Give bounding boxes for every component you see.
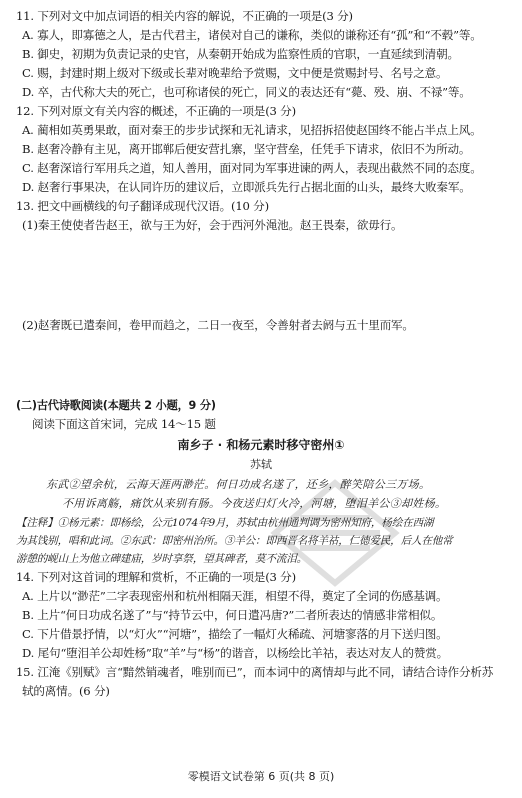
q11-option-b: B. 御史，初期为负责记录的史官，从秦朝开始成为监察性质的官职，一直延续到清朝。 [22, 47, 459, 61]
section-heading: (二)古代诗歌阅读(本题共 2 小题，9 分) [16, 399, 216, 412]
q14-option-c: C. 下片借景抒情，以“灯火”“河塘”，描绘了一幅灯火稀疏、河塘寥落的月下送归图。 [22, 627, 448, 641]
q12-option-c: C. 赵奢深谙行军用兵之道，知人善用，面对同为军事进谏的两人，表现出截然不同的态度。 [22, 161, 482, 175]
q12-option-a: A. 蔺相如英勇果敢，面对秦王的步步试探和无礼请求，见招拆招使赵国终不能占半点上风。 [22, 123, 482, 137]
q11-option-d: D. 卒，古代称大夫的死亡，也可称诸侯的死亡，同义的表达还有“薨、殁、崩、不禄”等。 [22, 85, 471, 99]
q14-option-b: B. 上片“何日功成名遂了”与“持节云中，何日遣冯唐?”二者所表达的情感非常相似。 [22, 608, 443, 622]
q11-option-a: A. 寡人，即寡德之人，是古代君主，诸侯对自己的谦称，类似的谦称还有“孤”和“不毂”等。 [22, 28, 482, 42]
poem-author: 苏轼 [250, 458, 272, 471]
q15-line-1: 15. 江淹《别赋》言“黯然销魂者，唯别而已”，而本词中的离情却与此不同，请结合诗作分析苏 [16, 665, 494, 679]
q14-stem: 14. 下列对这首词的理解和赏析，不正确的一项是(3 分) [16, 570, 296, 584]
q12-option-d: D. 赵奢行事果决，在认同许历的建议后，立即派兵先行占据北面的山头，最终大败秦军。 [22, 180, 471, 194]
q12-option-b: B. 赵奢冷静有主见，离开邯郸后便安营扎寨，坚守营垒，任凭手下请求，依旧不为所动。 [22, 142, 471, 156]
q15-line-2: 轼的离情。(6 分) [22, 684, 110, 698]
annotation-line-3: 游憩的岘山上为他立碑建庙，岁时享祭，望其碑者，莫不流泪。 [16, 553, 308, 565]
watermark-logo [270, 478, 400, 588]
poem-title: 南乡子 · 和杨元素时移守密州① [177, 438, 345, 452]
q14-option-a: A. 上片以“渺茫”二字表现密州和杭州相隔天涯，相望不得，奠定了全词的伤感基调。 [22, 589, 448, 603]
q13-stem: 13. 把文中画横线的句子翻译成现代汉语。(10 分) [16, 199, 269, 213]
q13-sentence-1: (1)秦王使使者告赵王，欲与王为好，会于西河外渑池。赵王畏秦，欲毋行。 [22, 218, 403, 232]
q12-stem: 12. 下列对原文有关内容的概述，不正确的一项是(3 分) [16, 104, 296, 118]
q11-option-c: C. 赐，封建时期上级对下级或长辈对晚辈给予赏赐，文中便是赏赐封号、名号之意。 [22, 66, 448, 80]
q13-sentence-2: (2)赵奢既已遣秦间，卷甲而趋之，二日一夜至，令善射者去阏与五十里而军。 [22, 318, 414, 332]
poem-line-2: 不用诉离觞，痛饮从来别有肠。今夜送归灯火冷，河塘，堕泪羊公③却姓杨。 [62, 497, 447, 510]
poem-line-1: 东武②望余杭，云海天涯两渺茫。何日功成名遂了，还乡，醉笑陪公三万场。 [46, 478, 431, 491]
annotation-line-1: 【注释】①杨元素：即杨绘，公元1074年9月，苏轼由杭州通判调为密州知府，杨绘在西湖 [16, 517, 434, 529]
q11-stem: 11. 下列对文中加点词语的相关内容的解说，不正确的一项是(3 分) [16, 9, 353, 23]
annotation-line-2: 为其饯别，唱和此词。②东武：即密州治所。③羊公：即西晋名将羊祜，仁德爱民，后人在他常 [16, 535, 453, 547]
q14-option-d: D. 尾句“堕泪羊公却姓杨”取“羊”与“杨”的谐音，以杨绘比羊祜，表达对友人的赞赏。 [22, 646, 449, 660]
section-instruction: 阅读下面这首宋词，完成 14～15 题 [32, 417, 216, 431]
page-footer: 零模语文试卷第 6 页(共 8 页) [187, 770, 335, 783]
